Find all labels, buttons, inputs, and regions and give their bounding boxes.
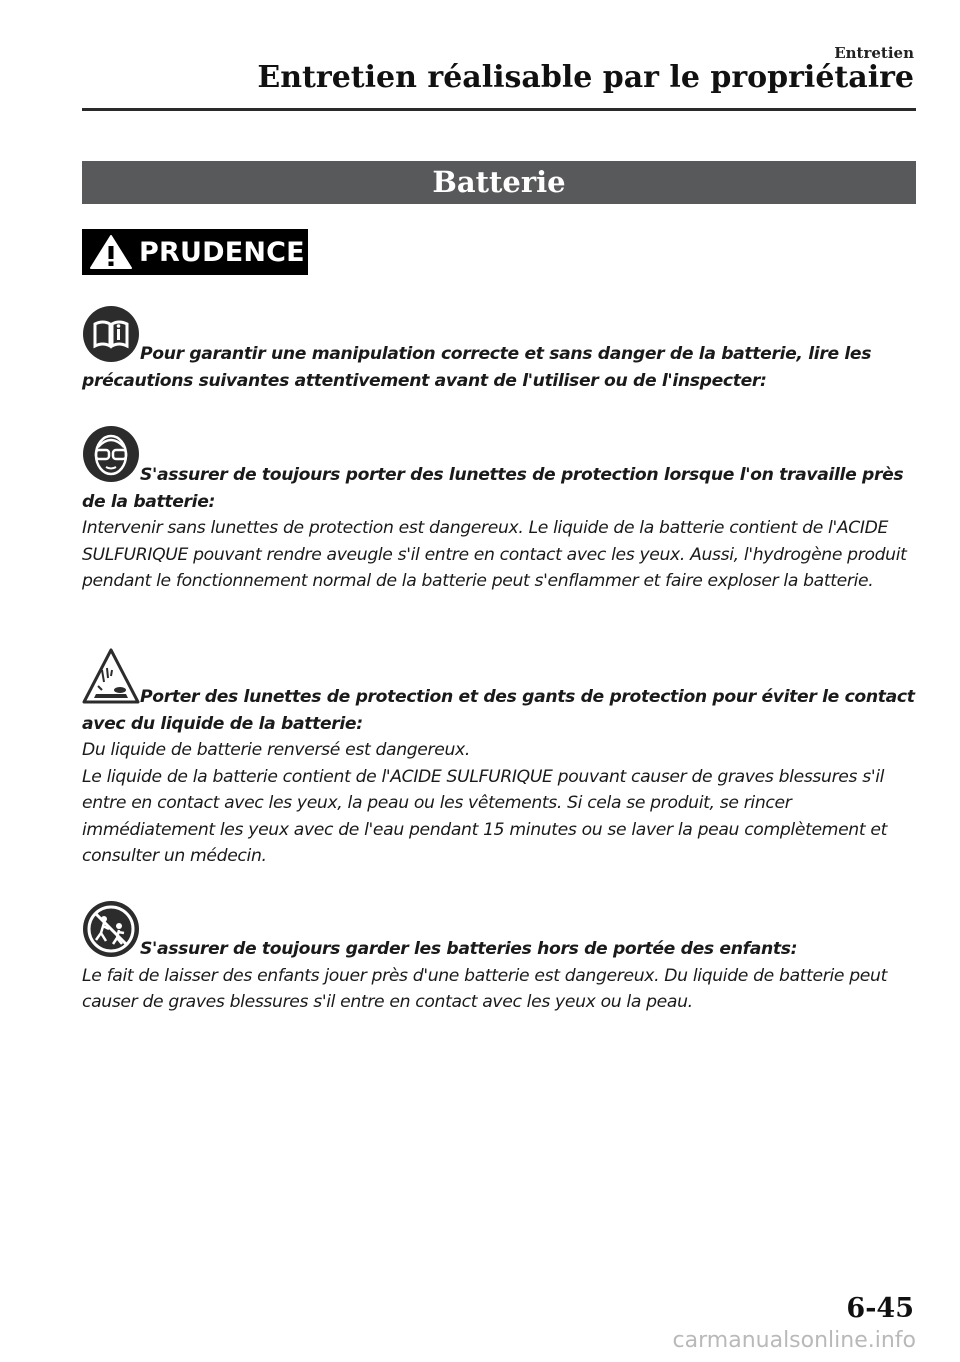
read-manual-icon	[82, 305, 140, 363]
caution-body-text: Du liquide de batterie renversé est dangereux. Le liquide de la batterie contient de l'ACIDE SULFURIQUE pouvant causer de graves blessures s'il entre en contact avec les yeux, la peau ou les vêtements. Si cela se produit, se rincer immédiatement les yeux avec de l'eau pendant 15 minutes ou se laver la peau complètement et consulter un médecin.	[82, 740, 887, 866]
caution-body-text: Le fait de laisser des enfants jouer près d'une batterie est dangereux. Du liquide de batterie peut causer de graves blessures s'il entre en contact avec les yeux ou la peau.	[82, 965, 887, 1012]
caution-item-read-manual	[82, 305, 916, 394]
caution-item-corrosive	[82, 648, 916, 870]
watermark: carmanualsonline.info	[672, 1328, 916, 1353]
caution-lead-text: Porter des lunettes de protection et des gants de protection pour éviter le contact avec du liquide de la batterie:	[82, 687, 915, 734]
safety-goggles-icon	[82, 425, 140, 483]
page-title: Entretien réalisable par le propriétaire	[257, 60, 914, 95]
caution-lead-text: S'assurer de toujours garder les batteries hors de portée des enfants:	[140, 939, 798, 959]
caution-badge	[82, 229, 308, 275]
caution-lead-text: Pour garantir une manipulation correcte et sans danger de la batterie, lire les précautions suivantes attentivement avant de l'utiliser ou de l'inspecter:	[82, 344, 872, 391]
section-title: Batterie	[82, 161, 916, 204]
keep-children-away-icon	[82, 900, 140, 958]
corrosive-warning-icon	[82, 648, 140, 706]
chapter-label: Entretien	[834, 44, 914, 62]
caution-lead-text: S'assurer de toujours porter des lunettes de protection lorsque l'on travaille près de la batterie:	[82, 465, 904, 512]
caution-item-children	[82, 900, 916, 1016]
caution-item-goggles	[82, 425, 916, 595]
warning-triangle-icon	[89, 234, 133, 270]
caution-body-text: Intervenir sans lunettes de protection est dangereux. Le liquide de la batterie contient de l'ACIDE SULFURIQUE pouvant rendre aveugle s'il entre en contact avec les yeux. Aussi, l'hydrogène produit pendant le fonctionnement normal de la batterie peut s'enflammer et faire exploser la batterie.	[82, 518, 907, 591]
page-number: 6-45	[846, 1293, 914, 1324]
header-divider	[82, 108, 916, 111]
caution-label: PRUDENCE	[139, 236, 305, 268]
